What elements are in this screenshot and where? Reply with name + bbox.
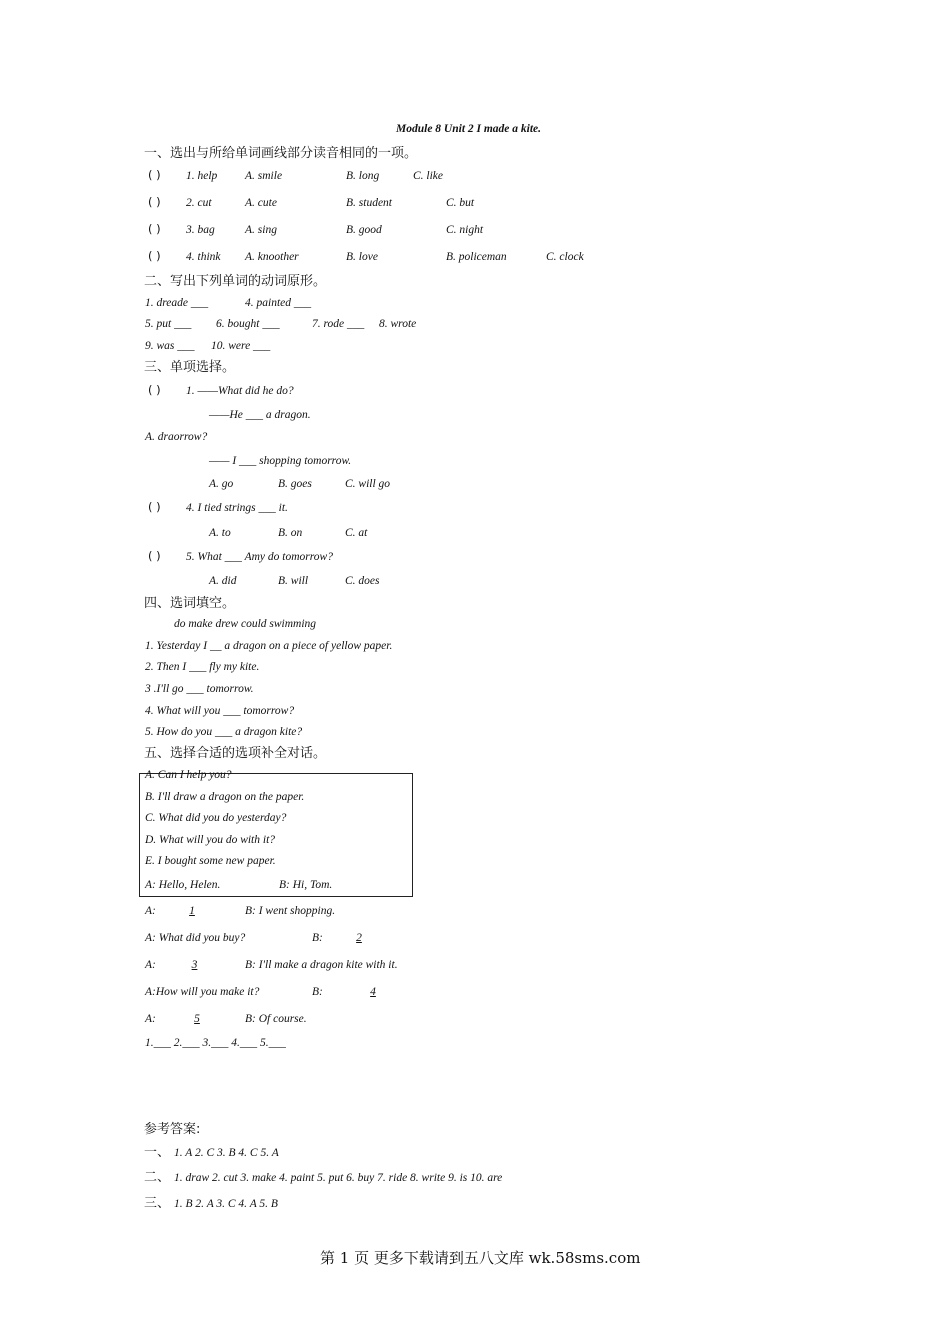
dialog-blank xyxy=(334,931,384,945)
box-option: C. What did you do yesterday? xyxy=(145,812,287,824)
box-option: A. Can I help you? xyxy=(145,769,232,781)
section-3-heading: 三、单项选择。 xyxy=(144,360,236,375)
answers-heading: 参考答案: xyxy=(144,1122,201,1137)
option-b: B. student xyxy=(346,197,392,209)
answers-row-prefix: 二、 xyxy=(144,1170,171,1185)
verb-item: 10. were ___ xyxy=(211,340,271,352)
answer-bracket: ( ) xyxy=(148,168,161,182)
fill-sentence: 5. How do you ___ a dragon kite? xyxy=(145,726,303,738)
option-a: A. knoother xyxy=(245,251,299,263)
section-2-heading: 二、写出下列单词的动词原形。 xyxy=(144,274,327,289)
dialog-blank xyxy=(167,958,222,972)
option-b: B. on xyxy=(278,527,303,539)
option-a: A. cute xyxy=(245,197,277,209)
blank-number: 3 xyxy=(191,959,198,971)
option-b: B. good xyxy=(346,224,382,236)
option-a: A. to xyxy=(209,527,231,539)
question-text: ——He ___ a dragon. xyxy=(209,409,311,421)
option-c: C. at xyxy=(345,527,368,539)
verb-item: 1. dreade ___ xyxy=(145,297,209,309)
question-3-word: 3. bag xyxy=(186,224,215,236)
option-c: C. does xyxy=(345,575,380,587)
dialog-line: B: Hi, Tom. xyxy=(279,879,333,891)
answers-row-prefix: 一、 xyxy=(144,1145,171,1160)
question-2-word: 2. cut xyxy=(186,197,212,209)
option-text: A. draorrow? xyxy=(145,431,208,443)
dialog-line: A: Hello, Helen. xyxy=(145,879,221,891)
question-text: 5. What ___ Amy do tomorrow? xyxy=(186,551,333,563)
answer-bracket: ( ) xyxy=(148,383,161,397)
box-option: E. I bought some new paper. xyxy=(145,855,276,867)
question-1-word: 1. help xyxy=(186,170,218,182)
verb-item: 9. was ___ xyxy=(145,340,195,352)
verb-item: 4. painted ___ xyxy=(245,297,312,309)
section-4-heading: 四、选词填空。 xyxy=(144,596,236,611)
dialog-line: A: What did you buy? xyxy=(145,932,246,944)
option-a: A. go xyxy=(209,478,234,490)
dialog-line: B: Of course. xyxy=(245,1013,307,1025)
blank-number: 1 xyxy=(189,905,195,917)
verb-item: 7. rode ___ xyxy=(312,318,365,330)
dialog-speaker: B: xyxy=(312,932,323,944)
answer-bracket: ( ) xyxy=(148,549,161,563)
answer-blanks: 1.___ 2.___ 3.___ 4.___ 5.___ xyxy=(145,1037,286,1049)
option-c: C. like xyxy=(413,170,444,182)
option-b: B. long xyxy=(346,170,380,182)
option-a: A. did xyxy=(209,575,237,587)
option-c: C. will go xyxy=(345,478,391,490)
option-a: A. sing xyxy=(245,224,277,236)
verb-item: 8. wrote xyxy=(379,318,417,330)
dialog-speaker: B: xyxy=(312,986,323,998)
option-b: B. love xyxy=(346,251,378,263)
option-b: B. will xyxy=(278,575,309,587)
dialog-line: A:How will you make it? xyxy=(145,986,260,998)
blank-number: 4 xyxy=(370,986,376,998)
dialog-blank xyxy=(167,904,217,918)
blank-number: 5 xyxy=(194,1013,200,1025)
page-title: Module 8 Unit 2 I made a kite. xyxy=(396,123,542,135)
page-footer: 第 1 页 更多下载请到五八文库 wk.58sms.com xyxy=(320,1249,641,1267)
question-text: —— I ___ shopping tomorrow. xyxy=(209,455,352,467)
word-bank: do make drew could swimming xyxy=(174,618,317,630)
question-4-word: 4. think xyxy=(186,251,221,263)
section-5-heading: 五、选择合适的选项补全对话。 xyxy=(144,746,327,761)
answer-bracket: ( ) xyxy=(148,249,161,263)
answers-row: 1. draw 2. cut 3. make 4. paint 5. put 6. buy 7. ride 8. write 9. is 10. are xyxy=(174,1172,503,1184)
answers-row: 1. B 2. A 3. C 4. A 5. B xyxy=(174,1198,278,1210)
blank-number: 2 xyxy=(356,932,362,944)
fill-sentence: 3 .I'll go ___ tomorrow. xyxy=(145,683,254,695)
section-1-heading: 一、选出与所给单词画线部分读音相同的一项。 xyxy=(144,146,418,161)
answers-row-prefix: 三、 xyxy=(144,1196,171,1211)
dialog-blank xyxy=(334,985,412,999)
dialog-speaker: A: xyxy=(145,1013,156,1025)
box-option: B. I'll draw a dragon on the paper. xyxy=(145,791,305,803)
option-c: C. night xyxy=(446,224,484,236)
option-c: C. but xyxy=(446,197,475,209)
option-b: B. goes xyxy=(278,478,312,490)
option-b-extra: B. policeman xyxy=(446,251,507,263)
dialog-speaker: A: xyxy=(145,959,156,971)
answers-row: 1. A 2. C 3. B 4. C 5. A xyxy=(174,1147,279,1159)
dialog-line: B: I'll make a dragon kite with it. xyxy=(245,959,398,971)
fill-sentence: 2. Then I ___ fly my kite. xyxy=(145,661,260,673)
option-c: C. clock xyxy=(546,251,584,263)
option-a: A. smile xyxy=(245,170,283,182)
answer-bracket: ( ) xyxy=(148,500,161,514)
dialog-speaker: A: xyxy=(145,905,156,917)
verb-item: 6. bought ___ xyxy=(216,318,280,330)
fill-sentence: 4. What will you ___ tomorrow? xyxy=(145,705,295,717)
answer-bracket: ( ) xyxy=(148,222,161,236)
question-text: 1. ——What did he do? xyxy=(186,385,294,397)
dialog-blank xyxy=(167,1012,227,1026)
question-text: 4. I tied strings ___ it. xyxy=(186,502,288,514)
fill-sentence: 1. Yesterday I __ a dragon on a piece of yellow paper. xyxy=(145,640,393,652)
box-option: D. What will you do with it? xyxy=(145,834,276,846)
verb-item: 5. put ___ xyxy=(145,318,192,330)
dialog-line: B: I went shopping. xyxy=(245,905,336,917)
answer-bracket: ( ) xyxy=(148,195,161,209)
